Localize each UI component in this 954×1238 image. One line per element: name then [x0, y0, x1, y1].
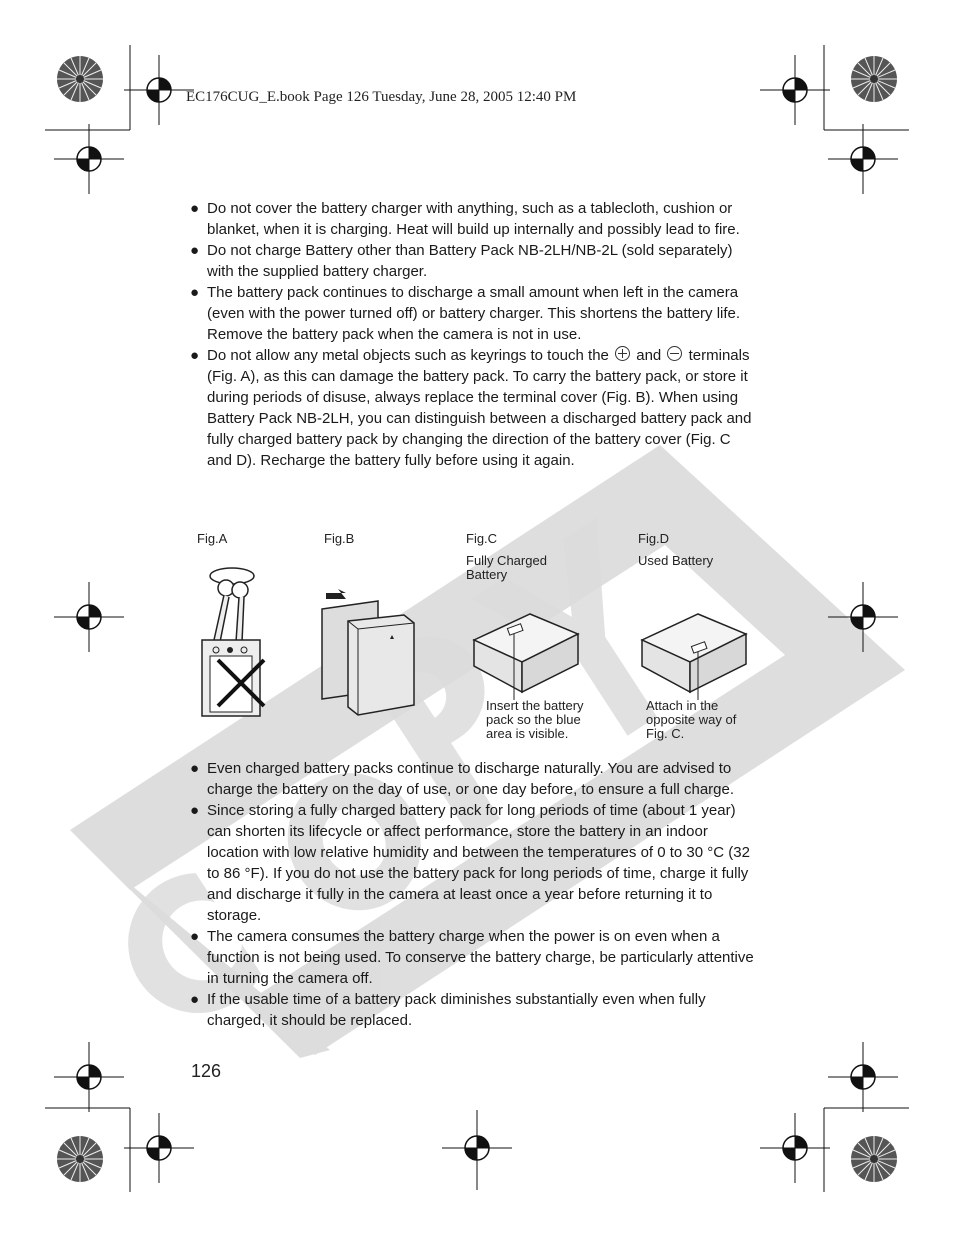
- fig-d-title: Used Battery: [638, 553, 714, 568]
- list-item-text: terminals (Fig. A), as this can damage the battery pack. To carry the battery pack, or store it during periods of disuse, always replace the terminal cover (Fig. B). When using Battery Pack NB-2LH, you can distinguish between a discharged battery pack and fully charged battery pack by changing the direction of the battery cover (Fig. C and D). Recharge the battery fully before using it again.: [207, 347, 752, 469]
- plus-terminal-icon: [615, 346, 630, 361]
- list-item-text: Do not cover the battery charger with anything, such as a tablecloth, cushion or blanket, when it is charging. Heat will build up internally and possibly lead to fire.: [207, 200, 740, 238]
- bullet-icon: ●: [190, 284, 200, 301]
- bullet-icon: ●: [190, 991, 200, 1008]
- fig-d-caption: Attach in the opposite way of Fig. C.: [646, 698, 737, 741]
- fig-c-title: Fully Charged: [466, 553, 547, 568]
- list-item: [190, 198, 756, 240]
- registration-star-icon: [57, 1136, 103, 1182]
- fig-d-label: Fig.D: [638, 531, 670, 546]
- list-item-text: The battery pack continues to discharge a small amount when left in the camera (even with the power turned off) or battery charger. This shortens the battery life. Remove the battery pack when the camera is not in use.: [207, 284, 741, 343]
- list-item: [190, 989, 756, 1031]
- list-item: [190, 800, 756, 926]
- fig-d-battery-illustration: [638, 610, 753, 700]
- registration-star-icon: [851, 1136, 897, 1182]
- fig-c-label: Fig.C: [466, 531, 498, 546]
- print-slug: EC176CUG_E.book Page 126 Tuesday, June 28, 2005 12:40 PM: [186, 89, 577, 105]
- list-item-text: The camera consumes the battery charge when the power is on even when a function is not being used. To conserve the battery charge, be particularly attentive in turning the camera off.: [207, 928, 754, 987]
- fig-c-caption: Insert the battery pack so the blue area is visible.: [486, 698, 584, 741]
- fig-c-title: Battery: [466, 567, 508, 582]
- list-item-text: Even charged battery packs continue to discharge naturally. You are advised to charge the battery on the day of use, or one day before, to ensure a full charge.: [207, 760, 735, 798]
- list-item-text: If the usable time of a battery pack diminishes substantially even when fully charged, it should be replaced.: [207, 991, 706, 1029]
- list-item-text: and: [636, 347, 662, 364]
- list-item-text: Do not allow any metal objects such as keyrings to touch the: [207, 347, 609, 364]
- fig-a-label: Fig.A: [197, 531, 228, 546]
- registration-star-icon: [57, 56, 103, 102]
- bullet-icon: ●: [190, 242, 200, 259]
- page-number: 126: [191, 1061, 222, 1081]
- fig-b-battery-cover-illustration: [318, 585, 418, 720]
- fig-a-keys-illustration: [196, 560, 276, 720]
- list-item: [190, 345, 756, 471]
- bullet-list-top: [190, 198, 756, 471]
- list-item: [190, 926, 756, 989]
- bullet-list-bottom: [190, 758, 756, 1031]
- list-item-text: Do not charge Battery other than Battery Pack NB-2LH/NB-2L (sold separately) with the supplied battery charger.: [207, 242, 733, 280]
- list-item: [190, 758, 756, 800]
- fig-c-battery-illustration: [470, 610, 585, 700]
- bullet-icon: ●: [190, 347, 200, 364]
- bullet-icon: ●: [190, 200, 200, 217]
- bullet-icon: ●: [190, 802, 200, 819]
- bullet-icon: ●: [190, 928, 200, 945]
- list-item-text: Since storing a fully charged battery pack for long periods of time (about 1 year) can shorten its lifecycle or affect performance, store the battery in an indoor location with low relative humidity and between the temperatures of 0 to 30 °C (32 to 86 °F). If you do not use the battery pack for long periods of time, charge it fully and discharge it fully in the camera at least once a year before returning it to storage.: [207, 802, 750, 924]
- registration-star-icon: [851, 56, 897, 102]
- list-item: [190, 282, 756, 345]
- bullet-icon: ●: [190, 760, 200, 777]
- list-item: [190, 240, 756, 282]
- fig-b-label: Fig.B: [324, 531, 355, 546]
- minus-terminal-icon: [667, 346, 682, 361]
